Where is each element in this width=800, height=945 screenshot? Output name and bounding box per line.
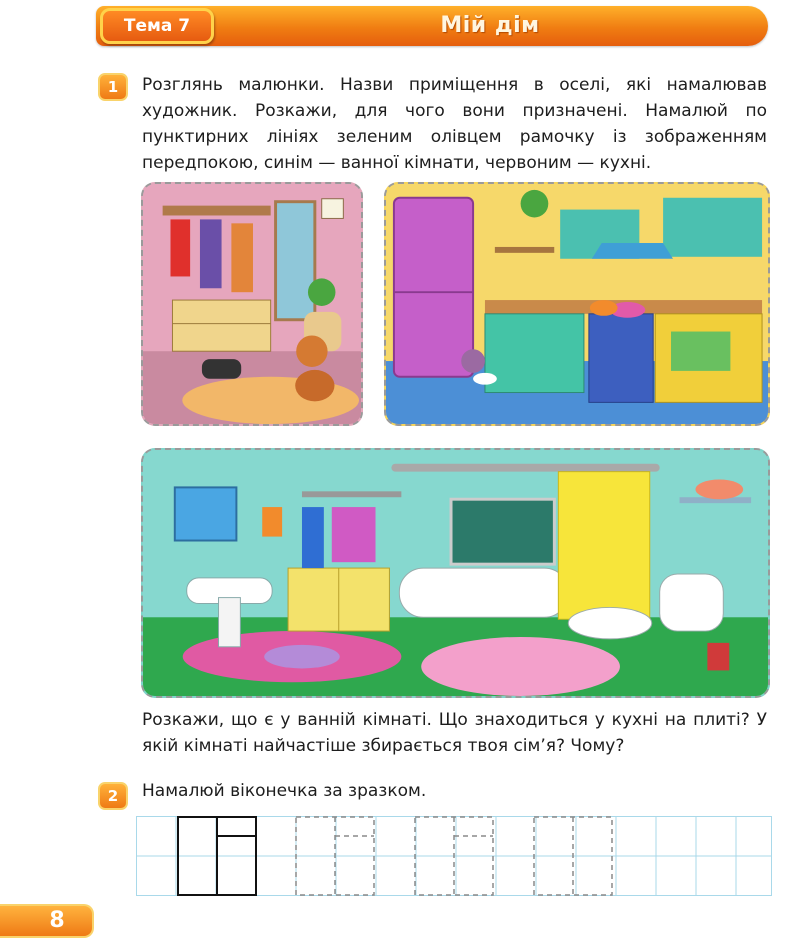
window-grid-drawing (136, 816, 772, 896)
kitchen-illustration[interactable] (384, 182, 770, 426)
drawing-grid[interactable] (136, 816, 772, 896)
task-1-number: 1 (98, 73, 128, 101)
page-title: Мій дім (440, 13, 540, 38)
hallway-illustration[interactable] (141, 182, 363, 426)
task-1-instructions: Розглянь малюнки. Назви приміщення в оселі, які намалював художник. Розкажи, для чого вони призначені. Намалюй по пунктирних лініях зеленим олівцем рамочку із зображенням передпокою, синім — ванної кімнати, червоним — кухні. (142, 75, 767, 173)
bathroom-drawing (143, 450, 768, 696)
theme-badge: Тема 7 (100, 8, 214, 44)
page-number: 8 (0, 904, 94, 938)
bathroom-illustration[interactable] (141, 448, 770, 698)
task-1-questions: Розкажи, що є у ванній кімнаті. Що знаходиться у кухні на плиті? У якій кімнаті найчастіше збирається твоя сім’я? Чому? (142, 710, 767, 756)
task-2-instructions: Намалюй віконечка за зразком. (142, 781, 427, 801)
kitchen-drawing (386, 184, 768, 424)
task-2-number: 2 (98, 782, 128, 810)
hallway-drawing (143, 184, 361, 424)
